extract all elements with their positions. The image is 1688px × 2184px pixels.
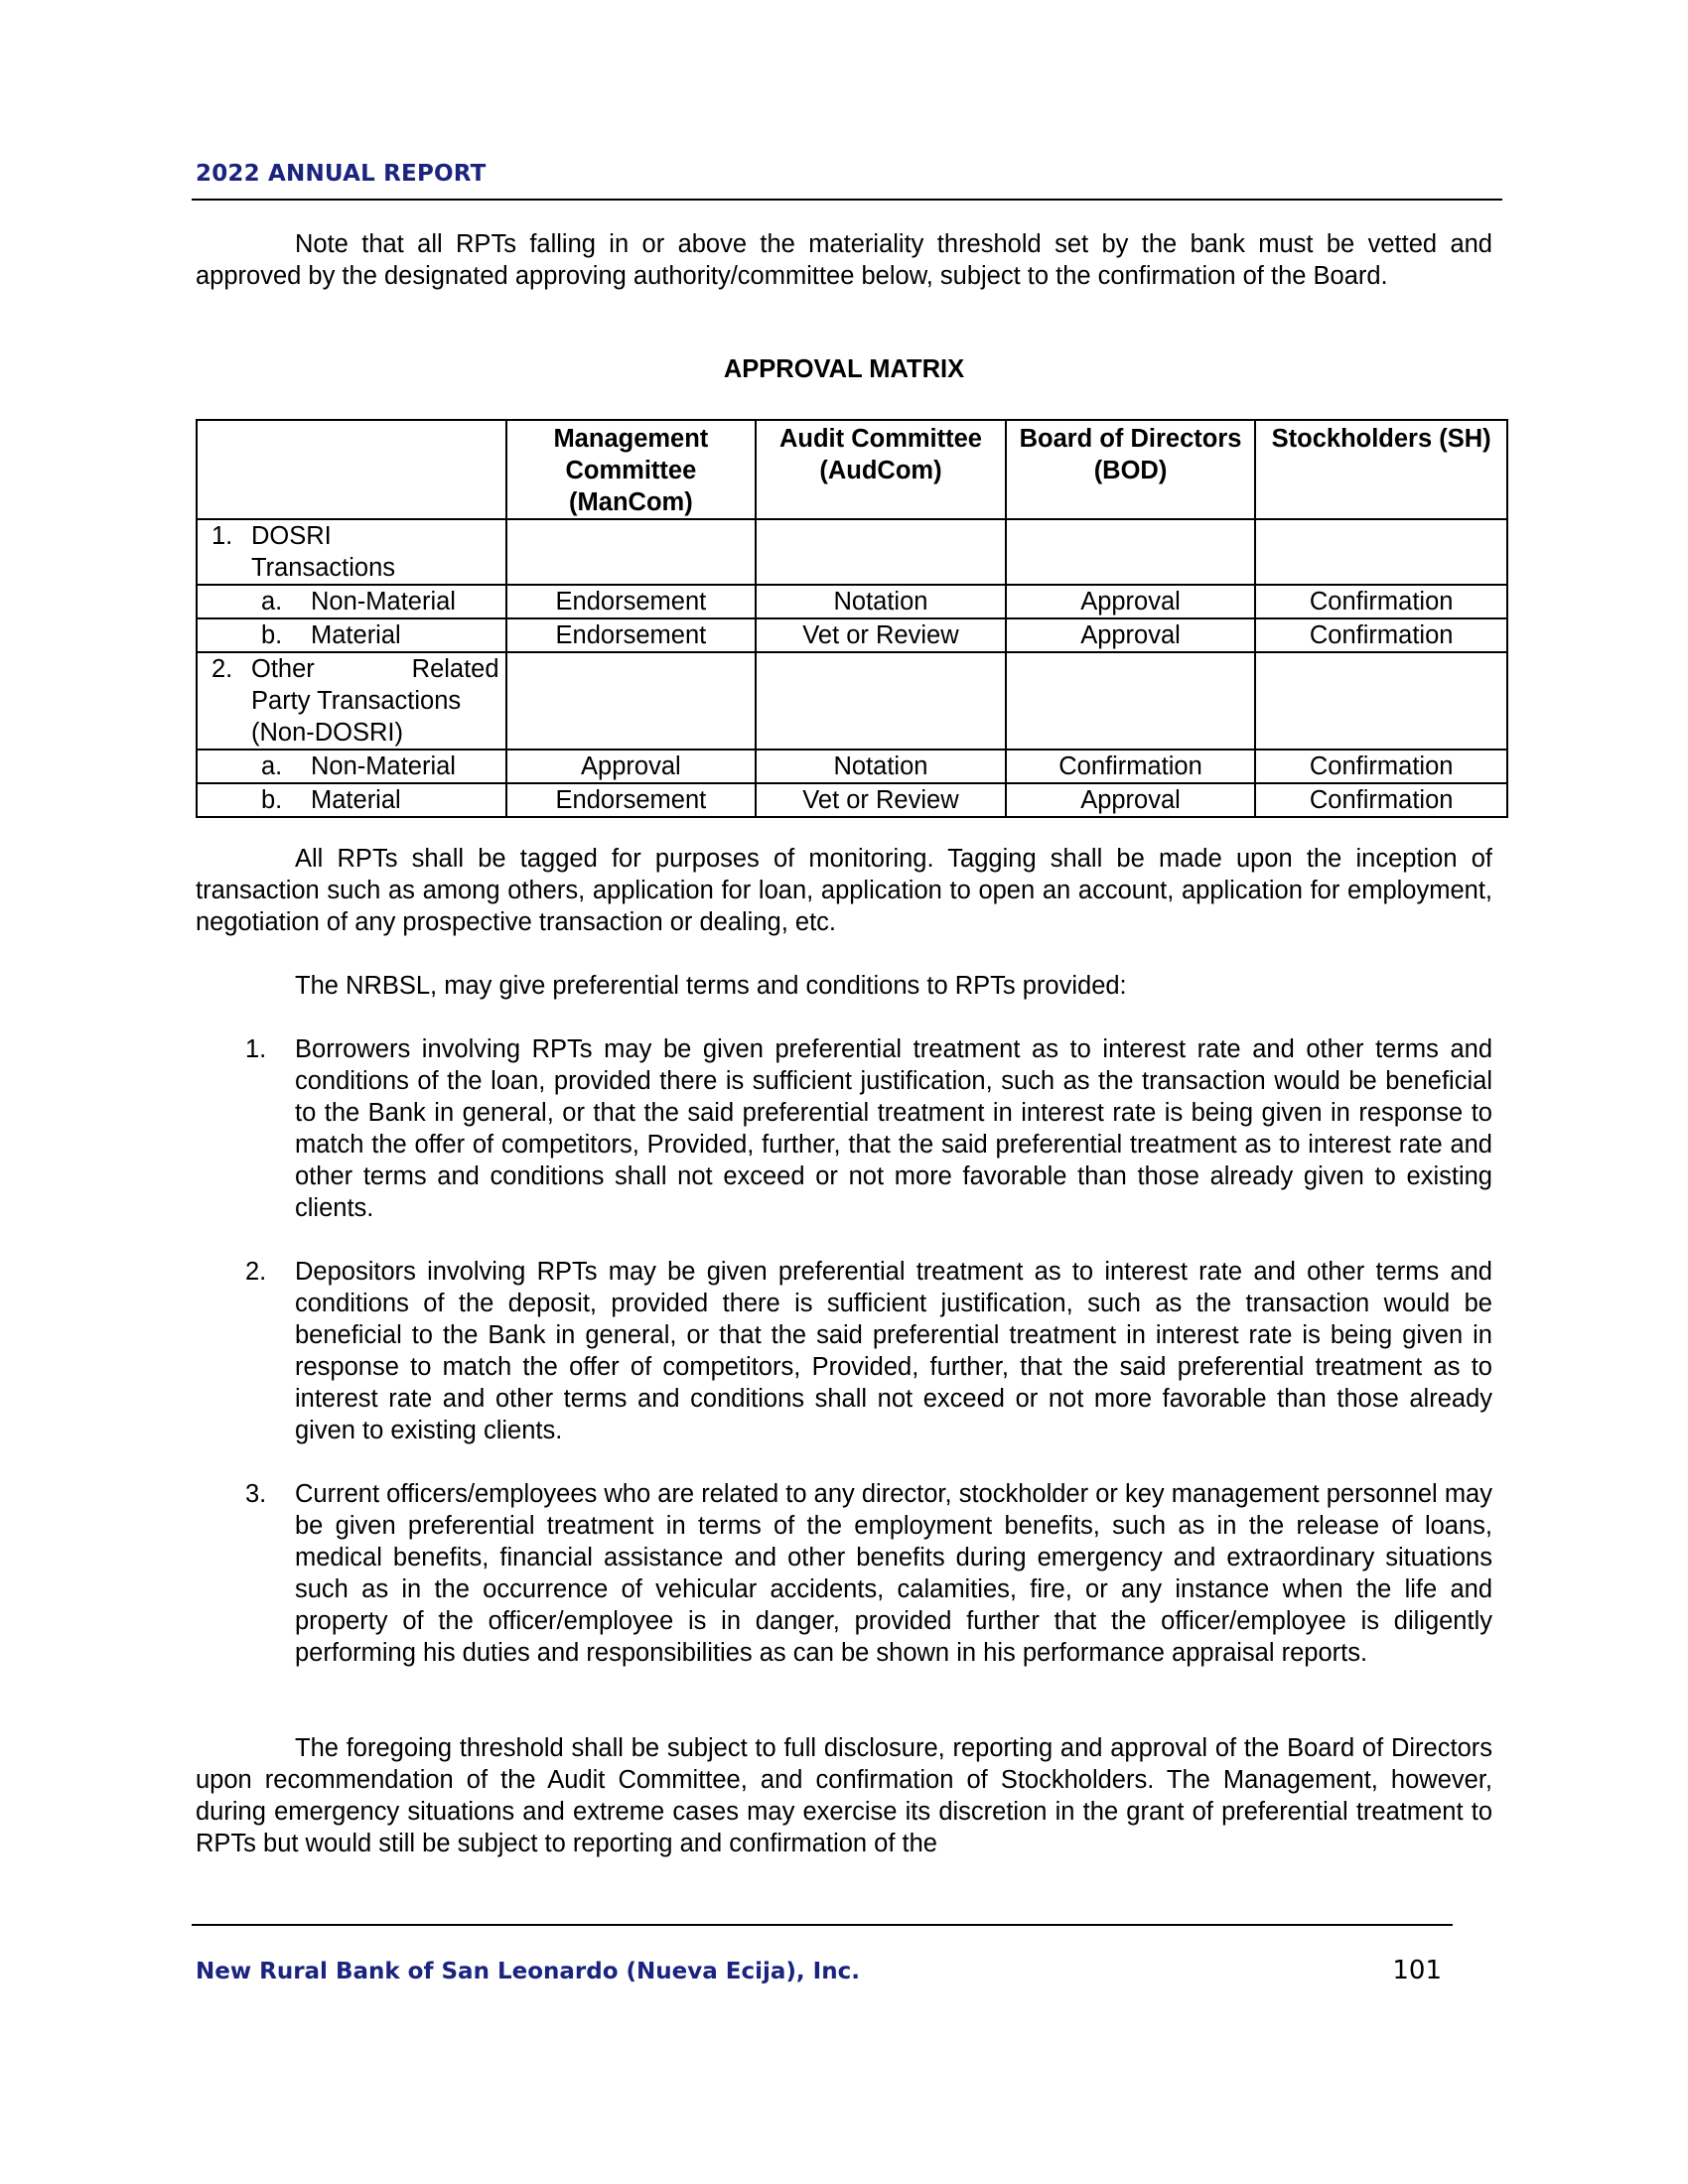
row-letter: b.	[261, 786, 283, 814]
row-letter: a.	[261, 588, 283, 615]
list-item	[245, 1256, 1492, 1446]
empty-cell	[506, 519, 757, 585]
table-cell: Approval	[506, 750, 757, 783]
section-label-dosri	[197, 519, 506, 585]
section-label-line: Other	[251, 655, 315, 683]
table-cell: Endorsement	[506, 585, 757, 618]
empty-cell	[506, 652, 757, 750]
table-cell: Approval	[1006, 585, 1256, 618]
row-label	[197, 585, 506, 618]
header-cell-bod: Board of Directors (BOD)	[1006, 420, 1256, 519]
empty-cell	[1255, 652, 1507, 750]
page-number: 101	[1392, 1956, 1442, 1985]
section-number: 2.	[211, 655, 233, 683]
table-cell: Confirmation	[1255, 585, 1507, 618]
preferential-intro-paragraph: The NRBSL, may give preferential terms and conditions to RPTs provided:	[295, 972, 1127, 1000]
list-item	[245, 1478, 1492, 1669]
footer-divider	[192, 1924, 1453, 1926]
row-letter: b.	[261, 621, 283, 649]
list-text: Borrowers involving RPTs may be given preferential treatment as to interest rate and other terms and conditions of the loan, provided there is sufficient justification, such as the transaction would be beneficial to the Bank in general, or that the said preferential treatment in interest rate is being given in response to match the offer of competitors, Provided, further, that the said preferential treatment as to interest rate and other terms and conditions shall not exceed or not more favorable than those already given to existing clients.	[295, 1035, 1492, 1222]
row-label-text: Non-Material	[311, 752, 456, 780]
table-cell: Approval	[1006, 783, 1256, 817]
table-cell: Confirmation	[1255, 783, 1507, 817]
header-cell-sh: Stockholders (SH)	[1255, 420, 1507, 519]
table-cell: Vet or Review	[756, 618, 1006, 652]
table-header-row	[197, 420, 1507, 519]
table-row	[197, 783, 1507, 817]
tagging-paragraph: All RPTs shall be tagged for purposes of monitoring. Tagging shall be made upon the inception of transaction such as among others, application for loan, application to open an account, application for employment, negotiation of any prospective transaction or dealing, etc.	[196, 845, 1492, 936]
row-label	[197, 783, 506, 817]
list-number: 3.	[245, 1480, 267, 1508]
section-label-line: Transactions	[251, 554, 396, 582]
section-label-line: (Non-DOSRI)	[251, 719, 404, 747]
approval-matrix-title: APPROVAL MATRIX	[723, 355, 965, 383]
row-label	[197, 618, 506, 652]
table-cell: Confirmation	[1255, 618, 1507, 652]
empty-cell	[1006, 652, 1256, 750]
empty-cell	[1006, 519, 1256, 585]
row-label-text: Material	[311, 621, 401, 649]
report-header-title: 2022 ANNUAL REPORT	[196, 161, 487, 187]
section-label-line: DOSRI	[251, 522, 332, 550]
header-cell-audcom: Audit Committee (AudCom)	[756, 420, 1006, 519]
empty-cell	[1255, 519, 1507, 585]
list-text: Depositors involving RPTs may be given preferential treatment as to interest rate and other terms and conditions of the deposit, provided there is sufficient justification, such as the transaction would be beneficial to the Bank in general, or that the said preferential treatment in interest rate is being given in response to match the offer of competitors, Provided, further, that the said preferential treatment as to interest rate and other terms and conditions shall not exceed or not more favorable than those already given to existing clients.	[295, 1258, 1492, 1444]
list-number: 1.	[245, 1035, 267, 1063]
table-cell: Confirmation	[1006, 750, 1256, 783]
table-cell: Confirmation	[1255, 750, 1507, 783]
table-cell: Vet or Review	[756, 783, 1006, 817]
row-label-text: Non-Material	[311, 588, 456, 615]
section-label-line: Party Transactions	[251, 687, 462, 715]
footer-bank-name: New Rural Bank of San Leonardo (Nueva Ecija), Inc.	[196, 1959, 860, 1984]
table-row	[197, 652, 1507, 750]
table-row	[197, 750, 1507, 783]
empty-cell	[756, 652, 1006, 750]
header-cell-mancom: Management Committee (ManCom)	[506, 420, 757, 519]
header-cell-blank	[197, 420, 506, 519]
empty-cell	[756, 519, 1006, 585]
table-cell: Approval	[1006, 618, 1256, 652]
section-label-other-rpt	[197, 652, 506, 750]
header-divider	[192, 199, 1502, 201]
row-label	[197, 750, 506, 783]
table-row	[197, 618, 1507, 652]
row-label-text: Material	[311, 786, 401, 814]
list-text: Current officers/employees who are related to any director, stockholder or key management personnel may be given preferential treatment in terms of the employment benefits, such as in the release of loans, medical benefits, financial assistance and other benefits during emergency and extraordinary situations such as in the occurrence of vehicular accidents, calamities, fire, or any instance when the life and property of the officer/employee is in danger, provided further that the officer/employee is diligently performing his duties and responsibilities as can be shown in his performance appraisal reports.	[295, 1480, 1492, 1667]
table-row	[197, 585, 1507, 618]
section-label-line: Related	[411, 655, 499, 683]
table-cell: Notation	[756, 750, 1006, 783]
table-row	[197, 519, 1507, 585]
list-number: 2.	[245, 1258, 267, 1286]
intro-paragraph: Note that all RPTs falling in or above the materiality threshold set by the bank must be vetted and approved by the designated approving authority/committee below, subject to the confirmation of the Board.	[196, 230, 1492, 290]
table-cell: Endorsement	[506, 618, 757, 652]
table-cell: Endorsement	[506, 783, 757, 817]
table-cell: Notation	[756, 585, 1006, 618]
list-item	[245, 1033, 1492, 1224]
approval-matrix-table	[196, 419, 1508, 818]
closing-paragraph: The foregoing threshold shall be subject to full disclosure, reporting and approval of the Board of Directors upon recommendation of the Audit Committee, and confirmation of Stockholders. The Management, however, during emergency situations and extreme cases may exercise its discretion in the grant of preferential treatment to RPTs but would still be subject to reporting and confirmation of the	[196, 1734, 1492, 1857]
row-letter: a.	[261, 752, 283, 780]
section-number: 1.	[211, 522, 233, 550]
